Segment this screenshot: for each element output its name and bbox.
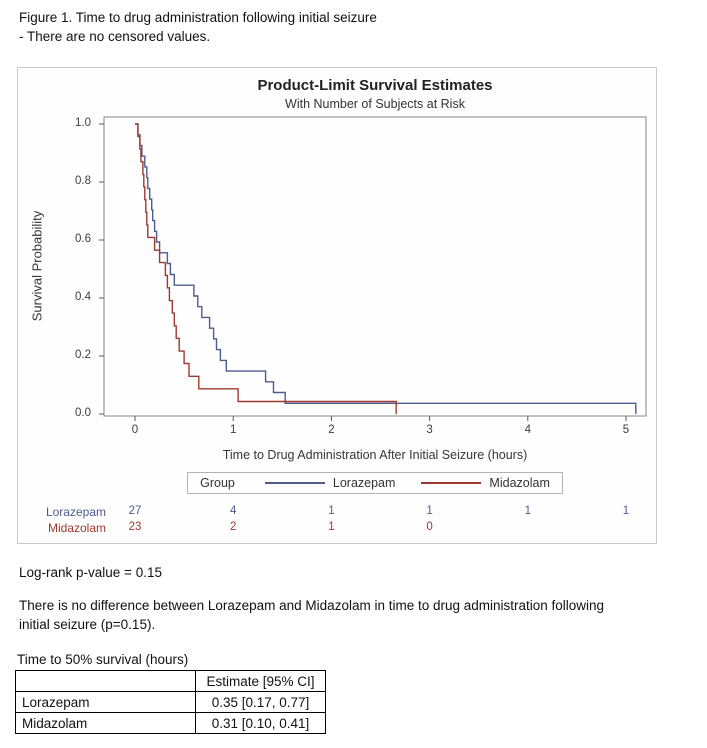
x-tick-label: 4: [524, 424, 531, 436]
y-tick-label: 0.0: [75, 407, 91, 419]
table-header-estimate: Estimate [95% CI]: [196, 671, 326, 692]
legend-items: [265, 476, 550, 490]
y-tick-label: 0.2: [75, 349, 91, 361]
at-risk-count: 4: [229, 505, 237, 517]
legend-group-label: Group: [200, 476, 235, 490]
summary-table-caption: Time to 50% survival (hours): [17, 652, 189, 667]
figure-caption-line1: Figure 1. Time to drug administration following initial seizure: [19, 10, 377, 25]
table-header-row: [16, 671, 326, 692]
at-risk-count: 1: [622, 505, 630, 517]
x-axis-label: Time to Drug Administration After Initial Seizure (hours): [222, 448, 528, 462]
axis-box: [104, 117, 646, 416]
legend-series-name: Lorazepam: [332, 476, 396, 490]
table-row-label: Lorazepam: [16, 692, 196, 713]
legend-series-name: Midazolam: [489, 476, 550, 490]
table-row-estimate: 0.35 [0.17, 0.77]: [196, 692, 326, 713]
at-risk-count: 1: [328, 521, 335, 533]
y-tick-label: 0.8: [75, 175, 91, 187]
conclusion-line1: There is no difference between Lorazepam and Midazolam in time to drug administration following: [19, 598, 605, 613]
x-tick-label: 5: [622, 424, 630, 436]
figure-panel: [17, 67, 657, 544]
at-risk-count: 1: [426, 505, 433, 517]
chart-subtitle: With Number of Subjects at Risk: [285, 97, 465, 111]
x-tick-label: 0: [131, 424, 139, 436]
at-risk-count: 27: [128, 505, 142, 517]
legend-item-lorazepam: [265, 476, 396, 490]
y-tick-label: 1.0: [75, 117, 91, 129]
at-risk-count: 2: [229, 521, 237, 533]
figure-caption-line2: - There are no censored values.: [19, 29, 211, 44]
conclusion-text: [19, 596, 604, 634]
table-row-estimate: 0.31 [0.10, 0.41]: [196, 713, 326, 734]
summary-table: [15, 670, 326, 734]
at-risk-count: 0: [426, 521, 433, 533]
table-header-empty: [16, 671, 196, 692]
legend-item-midazolam: [421, 476, 549, 490]
legend: [187, 472, 563, 494]
at-risk-count: 1: [524, 505, 531, 517]
y-axis-label: Survival Probability: [29, 210, 45, 322]
at-risk-count: 23: [128, 521, 142, 533]
x-tick-label: 1: [229, 424, 237, 436]
y-tick-label: 0.4: [75, 291, 91, 303]
table-row-label: Midazolam: [16, 713, 196, 734]
table-row: [16, 692, 326, 713]
survival-plot: [18, 68, 658, 468]
at-risk-group-label: Lorazepam: [45, 505, 106, 519]
figure-caption: [19, 8, 377, 46]
legend-line-sample: [421, 482, 481, 484]
logrank-text: Log-rank p-value = 0.15: [19, 565, 162, 580]
conclusion-line2: initial seizure (p=0.15).: [19, 617, 156, 632]
at-risk-group-label: Midazolam: [47, 521, 106, 535]
table-row: [16, 713, 326, 734]
chart-title: Product-Limit Survival Estimates: [257, 77, 493, 94]
at-risk-count: 1: [328, 505, 335, 517]
survival-curve-lorazepam: [135, 124, 636, 414]
x-tick-label: 3: [426, 424, 433, 436]
legend-line-sample: [265, 482, 325, 484]
x-tick-label: 2: [328, 424, 335, 436]
y-tick-label: 0.6: [75, 233, 91, 245]
legend-wrap: [104, 472, 646, 494]
